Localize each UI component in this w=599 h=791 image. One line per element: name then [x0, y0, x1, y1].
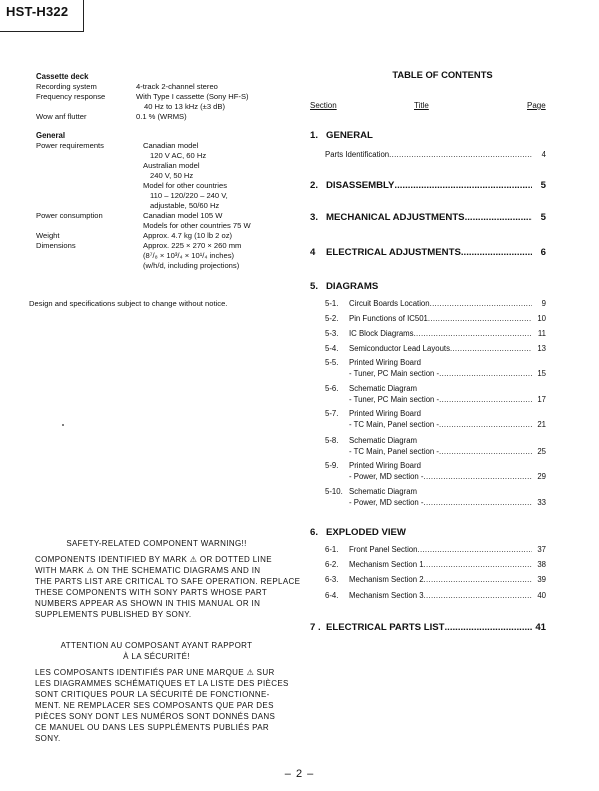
warning-body: [35, 554, 301, 620]
model-number: HST-H322: [6, 4, 69, 19]
spec-label: Wow anf flutter: [36, 112, 87, 121]
spec-label: Weight: [36, 231, 60, 240]
leader-dots: [389, 150, 532, 159]
warning-body-fr: [35, 667, 289, 744]
leader-dots: [465, 212, 532, 223]
warning-line: PIÈCES SONY DONT LES NUMÉROS SONT DONNÉS DANS: [35, 712, 276, 721]
warning-line: COMPONENTS IDENTIFIED BY MARK ⚠ OR DOTTED LINE: [35, 555, 272, 564]
toc-section-disassembly[interactable]: 2. DISASSEMBLY ..... 5: [310, 180, 546, 191]
safety-warning-en: [35, 538, 301, 620]
leader-dots: [430, 299, 532, 308]
model-header-box: [0, 0, 84, 32]
spec-values: [136, 211, 286, 231]
toc-entry-5-8-title[interactable]: 5-8. Schematic Diagram: [325, 436, 418, 445]
toc-title: TABLE OF CONTENTS: [392, 69, 493, 80]
leader-dots: [439, 369, 532, 378]
toc-entry-5-2[interactable]: 5-2. Pin Functions of IC501 ..... 10: [325, 314, 546, 323]
toc-section-diagrams[interactable]: 5. DIAGRAMS: [310, 281, 379, 292]
leader-dots: [428, 314, 532, 323]
toc-entry-5-8[interactable]: - TC Main, Panel section - ..... 25: [325, 447, 546, 456]
spec-value: 40 Hz to 13 kHz (±3 dB): [144, 102, 225, 111]
spec-value: 110 – 120/220 – 240 V,: [150, 191, 228, 200]
toc-entry-6-2[interactable]: 6-2. Mechanism Section 1 ..... 38: [325, 560, 546, 569]
spec-row: [36, 141, 286, 211]
spec-value: Canadian model 105 W: [143, 211, 223, 220]
toc-entry-6-3[interactable]: 6-3. Mechanism Section 2 ..... 39: [325, 575, 546, 584]
spec-value: 120 V AC, 60 Hz: [150, 151, 207, 160]
spec-value: Model for other countries: [143, 181, 227, 190]
spec-value: Models for other countries 75 W: [143, 221, 251, 230]
leader-dots: [424, 575, 532, 584]
spec-row: [36, 211, 286, 231]
warning-line: SUPPLEMENTS PUBLISHED BY SONY.: [35, 610, 192, 619]
warning-line: NUMBERS APPEAR AS SHOWN IN THIS MANUAL OR IN: [35, 599, 261, 608]
toc-entry-5-7[interactable]: - TC Main, Panel section - ..... 21: [325, 420, 546, 429]
toc-entry-5-3[interactable]: 5-3. IC Block Diagrams ..... 11: [325, 329, 546, 338]
toc-entry-6-4[interactable]: 6-4. Mechanism Section 3 ..... 40: [325, 591, 546, 600]
warning-line: SONT CRITIQUES POUR LA SÉCURITÉ DE FONCTIONNE-: [35, 690, 270, 699]
warning-line: MENT. NE REMPLACER SES COMPOSANTS QUE PAR DES: [35, 701, 274, 710]
spec-value: Approx. 225 × 270 × 260 mm: [143, 241, 242, 250]
print-speck: [62, 424, 64, 426]
toc-section-general[interactable]: 1. GENERAL: [310, 130, 373, 141]
toc-entry-5-6-title[interactable]: 5-6. Schematic Diagram: [325, 384, 418, 393]
specifications: [36, 72, 286, 271]
warning-title-fr-2: À LA SÉCURITÉ!: [123, 652, 190, 661]
warning-line: WITH MARK ⚠ ON THE SCHEMATIC DIAGRAMS AND IN: [35, 566, 261, 575]
leader-dots: [424, 498, 532, 507]
cassette-spec-rows: [36, 82, 286, 122]
toc-entry-5-10[interactable]: - Power, MD section - ..... 33: [325, 498, 546, 507]
spec-values: [136, 231, 286, 241]
warning-line: THE PARTS LIST ARE CRITICAL TO SAFE OPERATION. REPLACE: [35, 577, 301, 586]
warning-title: SAFETY-RELATED COMPONENT WARNING!!: [66, 539, 247, 548]
leader-dots: [394, 180, 532, 191]
toc-entry-5-1[interactable]: 5-1. Circuit Boards Location ..... 9: [325, 299, 546, 308]
toc-col-title: Title: [414, 101, 429, 110]
warning-line: SONY.: [35, 734, 61, 743]
toc-entry-5-9-title[interactable]: 5-9. Printed Wiring Board: [325, 461, 421, 470]
warning-line: LES DIAGRAMMES SCHÉMATIQUES ET LA LISTE DES PIÈCES: [35, 679, 289, 688]
leader-dots: [414, 329, 532, 338]
spec-values: [136, 141, 286, 211]
spec-value: 4-track 2-channel stereo: [136, 82, 218, 91]
toc-section-electrical-adjustments[interactable]: 4 ELECTRICAL ADJUSTMENTS ..... 6: [310, 247, 546, 258]
spec-value: (w/h/d, including projections): [143, 261, 240, 270]
toc-entry-6-1[interactable]: 6-1. Front Panel Section ..... 37: [325, 545, 546, 554]
general-spec-rows: [36, 141, 286, 271]
spec-values: [136, 241, 286, 271]
leader-dots: [424, 472, 532, 481]
leader-dots: [439, 395, 532, 404]
spec-row: [36, 92, 286, 112]
leader-dots: [461, 247, 532, 258]
toc-entry-5-4[interactable]: 5-4. Semiconductor Lead Layouts ..... 13: [325, 344, 546, 353]
warning-line: LES COMPOSANTS IDENTIFIÉS PAR UNE MARQUE ⚠ SUR: [35, 668, 275, 677]
leader-dots: [445, 622, 532, 633]
spec-label: Frequency response: [36, 92, 106, 101]
toc-entry-5-5-title[interactable]: 5-5. Printed Wiring Board: [325, 358, 421, 367]
leader-dots: [439, 447, 532, 456]
cassette-deck-heading: Cassette deck: [36, 72, 89, 81]
spec-value: With Type I cassette (Sony HF-S): [136, 92, 249, 101]
warning-line: THESE COMPONENTS WITH SONY PARTS WHOSE PART: [35, 588, 268, 597]
spec-values: [136, 112, 286, 122]
toc-col-page: Page: [527, 101, 546, 110]
toc-col-section: Section: [310, 101, 337, 110]
spec-value: adjustable, 50/60 Hz: [150, 201, 220, 210]
spec-row: [36, 231, 286, 241]
toc-section-electrical-parts-list[interactable]: 7 . ELECTRICAL PARTS LIST ..... 41: [310, 622, 546, 633]
toc-entry-5-10-title[interactable]: 5-10. Schematic Diagram: [325, 487, 418, 496]
toc-section-exploded-view[interactable]: 6. EXPLODED VIEW: [310, 527, 406, 538]
design-note: Design and specifications subject to change without notice.: [29, 299, 228, 308]
toc-entry-parts-identification[interactable]: Parts Identification ..... 4: [325, 150, 546, 159]
toc-entry-5-6[interactable]: - Tuner, PC Main section - ..... 17: [325, 395, 546, 404]
spec-value: Australian model: [143, 161, 200, 170]
leader-dots: [424, 591, 532, 600]
toc-entry-5-7-title[interactable]: 5-7. Printed Wiring Board: [325, 409, 421, 418]
spec-values: [136, 92, 286, 112]
warning-title-fr: ATTENTION AU COMPOSANT AYANT RAPPORT: [60, 641, 253, 650]
safety-warning-fr: [35, 640, 289, 744]
toc-section-mechanical-adjustments[interactable]: 3. MECHANICAL ADJUSTMENTS ..... 5: [310, 212, 546, 223]
spec-value: Approx. 4.7 kg (10 lb 2 oz): [143, 231, 233, 240]
spec-label: Power consumption: [36, 211, 103, 220]
spec-row: [36, 241, 286, 271]
spec-value: 0.1 % (WRMS): [136, 112, 187, 121]
leader-dots: [450, 344, 532, 353]
spec-row: [36, 112, 286, 122]
general-heading: General: [36, 131, 66, 140]
leader-dots: [417, 545, 532, 554]
spec-values: [136, 82, 286, 92]
spec-value: Canadian model: [143, 141, 199, 150]
spec-label: Dimensions: [36, 241, 76, 250]
spec-label: Power requirements: [36, 141, 104, 150]
page-number: – 2 –: [284, 768, 315, 780]
spec-value: (8⁷/₈ × 10³/₄ × 10¹/₄ inches): [143, 251, 235, 260]
spec-row: [36, 82, 286, 92]
spec-value: 240 V, 50 Hz: [150, 171, 194, 180]
leader-dots: [439, 420, 532, 429]
leader-dots: [424, 560, 532, 569]
toc-entry-5-5[interactable]: - Tuner, PC Main section - ..... 15: [325, 369, 546, 378]
spec-label: Recording system: [36, 82, 97, 91]
toc-entry-5-9[interactable]: - Power, MD section - ..... 29: [325, 472, 546, 481]
warning-line: CE MANUEL OU DANS LES SUPPLÉMENTS PUBLIÉS PAR: [35, 723, 270, 732]
